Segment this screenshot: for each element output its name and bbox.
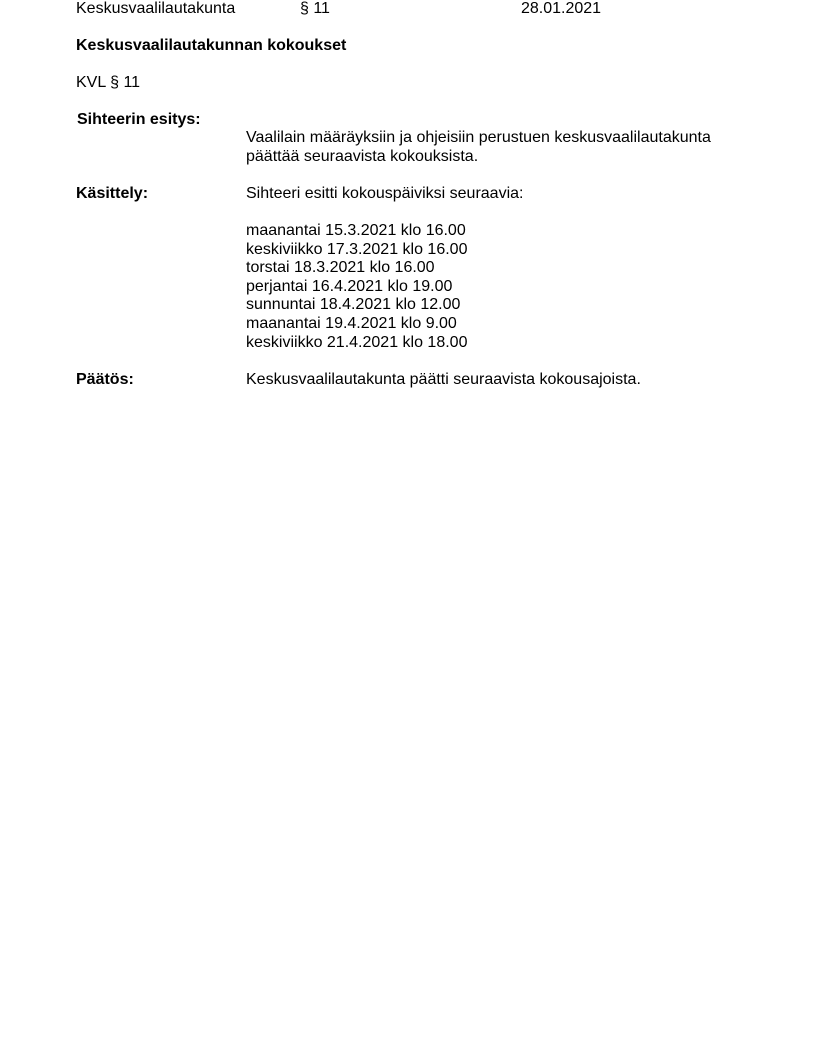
document-title: Keskusvaalilautakunnan kokoukset: [76, 37, 347, 54]
meeting-date-item: maanantai 19.4.2021 klo 9.00: [246, 314, 457, 332]
meeting-date-list: [246, 222, 467, 352]
proposal-line: Vaalilain määräyksiin ja ohjeisiin perustuen keskusvaalilautakunta: [246, 129, 711, 146]
header-date: 28.01.2021: [521, 0, 602, 17]
proposal-text: [246, 129, 711, 166]
header-section: § 11: [300, 0, 330, 17]
proposal-line: päättää seuraavista kokouksista.: [246, 147, 479, 165]
decision-label: Päätös:: [76, 371, 134, 388]
reference-code: KVL § 11: [76, 74, 141, 91]
consideration-intro: Sihteeri esitti kokouspäiviksi seuraavia:: [246, 185, 524, 202]
proposal-label: Sihteerin esitys:: [77, 111, 201, 128]
consideration-label: Käsittely:: [76, 185, 149, 202]
meeting-date-item: perjantai 16.4.2021 klo 19.00: [246, 277, 453, 295]
meeting-date-item: torstai 18.3.2021 klo 16.00: [246, 259, 435, 277]
meeting-date-item: sunnuntai 18.4.2021 klo 12.00: [246, 296, 461, 314]
meeting-date-item: keskiviikko 21.4.2021 klo 18.00: [246, 333, 468, 351]
meeting-date-item: maanantai 15.3.2021 klo 16.00: [246, 222, 466, 239]
meeting-date-item: keskiviikko 17.3.2021 klo 16.00: [246, 240, 468, 258]
header-organization: Keskusvaalilautakunta: [76, 0, 236, 17]
decision-text: Keskusvaalilautakunta päätti seuraavista kokousajoista.: [246, 371, 641, 388]
